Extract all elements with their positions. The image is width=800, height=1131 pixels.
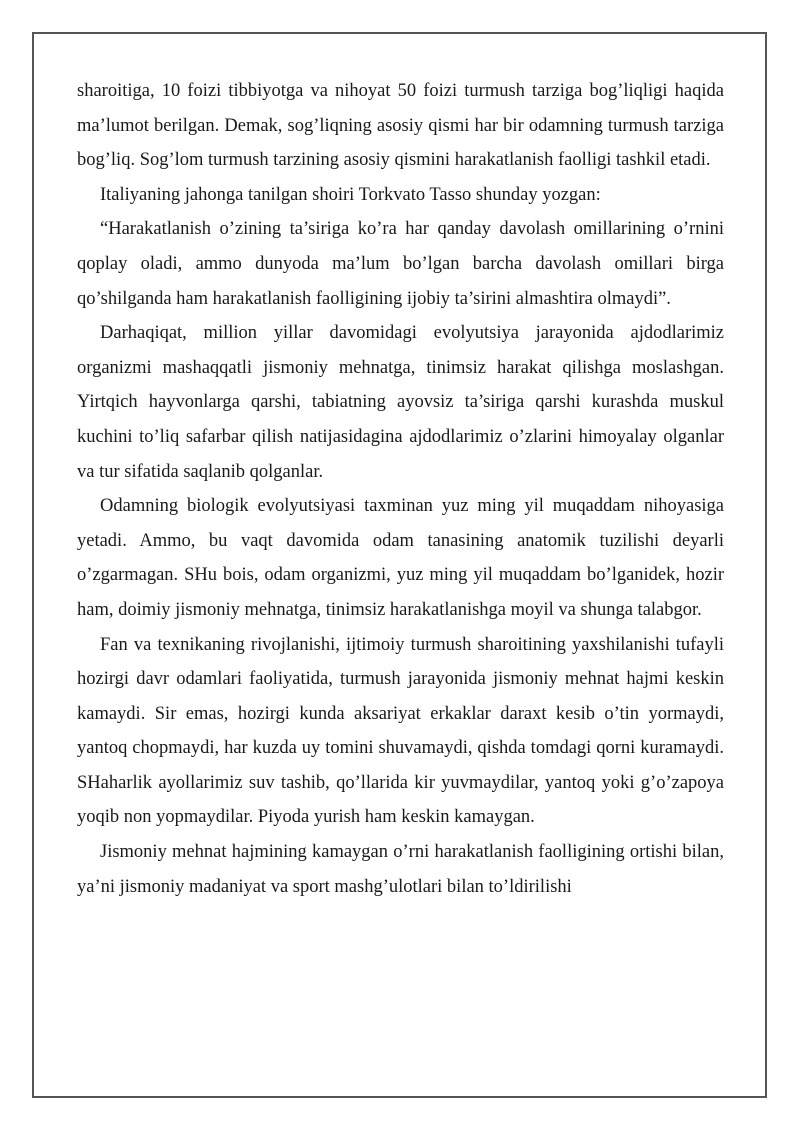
quote-paragraph: “Harakatlanish o’zining ta’siriga ko’ra har qanday davolash omillarining o’rnini qoplay oladi, ammo dunyoda ma’lum bo’lgan barcha davolash omillari birga qo’shilganda ham harakatlanish faolligining ijobiy ta’sirini almashtira olmaydi”. [77, 219, 724, 309]
paragraph: Odamning biologik evolyutsiyasi taxminan yuz ming yil muqaddam nihoyasiga yetadi. Ammo, bu vaqt davomida odam tanasining anatomik tuzilishi deyarli o’zgarmagan. SHu bois, odam organizmi, yuz ming yil muqaddam bo’lganidek, hozir ham, doimiy jismoniy mehnatga, tinimsiz harakatlanishga moyil va shunga talabgor. [77, 496, 724, 620]
paragraph: Italiyaning jahonga tanilgan shoiri Torkvato Tasso shunday yozgan: [100, 184, 601, 205]
document-body [77, 74, 724, 904]
paragraph: Darhaqiqat, million yillar davomidagi evolyutsiya jarayonida ajdodlarimiz organizmi mashaqqatli jismoniy mehnatga, tinimsiz harakat qilishga moslashgan. Yirtqich hayvonlarga qarshi, tabiatning ayovsiz ta’siriga qarshi kurashda muskul kuchini to’liq safarbar qilish natijasidagina ajdodlarimiz o’zlarini himoyalay olganlar va tur sifatida saqlanib qolganlar. [77, 323, 724, 482]
paragraph: sharoitiga, 10 foizi tibbiyotga va nihoyat 50 foizi turmush tarziga bog’liqligi haqida ma’lumot berilgan. Demak, sog’liqning asosiy qismi har bir odamning turmush tarziga bog’liq. Sog’lom turmush tarzining asosiy qismini harakatlanish faolligi tashkil etadi. [77, 81, 724, 171]
paragraph: Jismoniy mehnat hajmining kamaygan o’rni harakatlanish faolligining ortishi bilan, ya’ni jismoniy madaniyat va sport mashg’ulotlari bilan to’ldirilishi [77, 842, 724, 897]
paragraph: Fan va texnikaning rivojlanishi, ijtimoiy turmush sharoitining yaxshilanishi tufayli hozirgi davr odamlari faoliyatida, turmush jarayonida jismoniy mehnat hajmi keskin kamaydi. Sir emas, hozirgi kunda aksariyat erkaklar daraxt kesib o’tin yormaydi, yantoq chopmaydi, har kuzda uy tomini shuvamaydi, qishda tomdagi qorni kuramaydi. SHaharlik ayollarimiz suv tashib, qo’llarida kir yuvmaydilar, yantoq yoki g’o’zapoya yoqib non yopmaydilar. Piyoda yurish ham keskin kamaygan. [77, 634, 724, 828]
